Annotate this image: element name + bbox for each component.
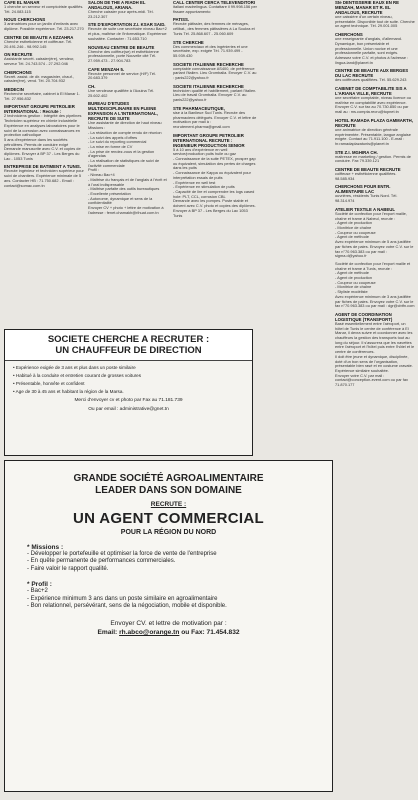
profil-heading: * Profil : <box>27 581 52 589</box>
classified-ad <box>88 101 168 215</box>
classified-ad <box>4 87 84 101</box>
classified-ad <box>88 45 168 64</box>
ad-text: - La mise en forme de CV <box>88 143 133 149</box>
classified-ad <box>335 167 415 181</box>
classified-ad <box>173 62 257 81</box>
classified-ad <box>335 86 415 115</box>
ad-text: Une vendeuse qualifiée à l'Aouina Tél. 25.602.402 <box>88 88 155 98</box>
classified-ad <box>4 17 84 31</box>
classified-ad <box>335 150 415 164</box>
ad-text: - La prise de rendez-vous et la gestion d'agendas <box>88 148 155 159</box>
company-heading <box>5 473 332 497</box>
profil-item: - Expérience minimum 3 ans dans un poste similaire en agroalimentaire <box>27 595 218 602</box>
ad-title: CALL CENTER CERCA TELEVENDITORI <box>173 0 256 5</box>
ad-title: SOCIETE ITALIENNE RECHERCHE <box>173 61 244 67</box>
chauffeur-ad <box>4 329 253 456</box>
recrute-label: RECRUTE : <box>150 501 187 508</box>
ad-text: technicien qualité et habillement, parlant l'italien. Lieu de travail Grombalia. Envoyer C.V. au yanis222@yahoo.fr <box>173 87 257 103</box>
ad-title: CAFE EL MANAR <box>4 0 40 5</box>
region-subtitle: POUR LA RÉGION DU NORD <box>120 529 217 536</box>
ad-text: - Niveau Bac+4 <box>88 172 115 178</box>
ad-text: - Excellente présentation <box>88 190 131 196</box>
profil-item: - Bac+2 <box>27 588 48 595</box>
ad-text: coiffeuse + esthéticienne qualifiées. 98.585.934 <box>335 171 397 181</box>
ad-title: CABINET DE COMPTABILITE SIS A L'ARIANA VILLE, RECRUTE <box>335 86 407 97</box>
company-heading-line-2: LEADER DANS SON DOMAINE <box>95 485 242 496</box>
ad-text: Des commerciaux et des ingénieries et une secrétaire, exp. exigée Tél. 71.939.499 - 55.939.430 <box>173 43 248 58</box>
ad-title: HOTEL RAMADA PLAZA GAMMARTH, RECRUTE <box>335 117 413 128</box>
ad-text: Recrute de suite une secrétaire niveau Bac+2 et plus, maîtrise de l'informatique. Expérience souhaitée. Contacter : 71.653.710 <box>88 26 167 41</box>
ad-title: SOCIETE ITALIENNE RECHERCHE <box>173 83 244 89</box>
ad-text: - Expérience en stimulation de puits <box>173 184 235 190</box>
ad-text: ouvrières, résidents Tunis Nord. Tél. 98.314.974 <box>335 193 398 204</box>
fax-label: ou Fax: <box>181 629 205 637</box>
ad-title: CENTRE DE BEAUTE AUX BERGES DU LAC RECRUTE <box>335 68 409 79</box>
chauffeur-ad-title <box>5 330 252 361</box>
ad-text: Recrute pâtissier, des femmes de ménages, célibat., des femmes pâtissières à La Soukra et Tunis Tél. 25.868.607 - 25.060.609 <box>173 21 255 36</box>
ad-text: Cherche caissier pour après-midi. Tél. 23.212.307 <box>88 9 154 19</box>
ad-text: Société de confection pour l'export maille et chaîne et trame à Tunis, recrute : <box>335 260 411 271</box>
column-4 <box>335 0 415 800</box>
ad-title: IMPORTANT GROUPE PETROLIER INTERNATIONAL RECRUTE : INGENIEUR PRODUCTION SENIOR <box>173 132 245 148</box>
ad-text: 2 techniciens gestion : Intégrité des pipelines <box>4 113 82 119</box>
classified-ad <box>335 68 415 83</box>
ad-text: des coiffeuses qualifiées. Tél. 55.629.243 <box>335 77 407 83</box>
ad-text: - Agent de production <box>335 220 372 226</box>
ad-text: - Agent de méthode <box>335 270 369 276</box>
apply-instructions: Envoyer CV. et lettre de motivation par : <box>110 620 227 628</box>
ad-title: SALON DE THE A RIADH EL ANDALOUS, ARIANA. <box>88 0 146 10</box>
fax-number: 71.454.832 <box>206 629 240 637</box>
ad-title: NOUS CHERCHONS <box>4 17 46 23</box>
chauffeur-email: Ou par email : administrative@gnet.tn <box>88 407 169 412</box>
classified-ad <box>88 22 168 41</box>
ad-title: CAFE MENZAH 5. <box>88 66 125 72</box>
ad-title: CENTRE DE BEAUTE A EZZAHRA <box>4 34 74 40</box>
ad-title: CHERCHONS POUR ENTR. ALIMENTAIRE LAC <box>335 184 391 195</box>
ad-title: PATISS. <box>173 17 190 23</box>
ad-text: - Maîtrise parfaite des outils bureautiques <box>88 186 160 192</box>
classified-ad <box>335 184 415 203</box>
classified-ad <box>335 32 415 65</box>
ad-title: CH. <box>88 84 96 90</box>
ad-text: italiani madrelingua. Contattare il 99.998.156 per fissare appuntamento <box>173 4 257 14</box>
ad-title: Ste DENTISSERIE EAUX EN RE MENZAH, MANAR ET R. EL ANDALOUS, RECRUTE <box>335 0 399 15</box>
ad-text: Cherche des coiffeur(se) et esthéticienne professionnelle, porte Nouvelle cité Tél. 27.959.473 - 27.904.783 <box>88 48 159 63</box>
mission-item: - En quête permanente de performances commerciales. <box>27 558 176 565</box>
ad-title: STE Z.I. MGHIRA CH. <box>335 149 378 155</box>
ad-title: ENTREPRISE DE BATIMENT A TUNIS. <box>4 164 81 170</box>
ad-title: ATELIER TEXTILE A NABEUL <box>335 206 395 212</box>
ad-text: une secrétaire comptable, niveau licence ou maîtrise en comptabilité avec expérience. Envoyer C.V. sur fax au 70.730.850 ou par mail au : ms.compta.recru@topnet.tn <box>335 95 411 115</box>
ad-text: - La réalisation de statistiques de suivi de l'activité commerciale <box>88 158 160 168</box>
classified-ad <box>173 84 257 103</box>
classified-ad <box>88 84 168 98</box>
ad-text: Cherche estheticienne et coiffeuse. Tél. 20.491.246 - 98.992.145 <box>4 38 73 49</box>
chauffeur-bullet: • Expérience exigée de 3 ans et plus dans un poste similaire <box>13 365 136 370</box>
ad-text: 5 ans d'expérience dans les sociétés pétrolières. Permis de conduire exigé <box>4 136 69 147</box>
column-1 <box>4 0 84 320</box>
ad-text: - Le suivi du reporting commercial <box>88 139 147 145</box>
ad-text: Technicien supérieur en chimie industrielle <box>4 118 78 124</box>
ad-text: - Agent de production <box>335 275 372 281</box>
chauffeur-title-line-2: UN CHAUFFEUR DE DIRECTION <box>55 345 202 356</box>
ad-text: - Capacité de lire et comprendre les logs cased hole: PLT, CCL, corrosion CBL <box>173 188 255 199</box>
ad-text: - Connaissance de Kappa ou équivalent pour interprétation essais de puits <box>173 170 251 180</box>
ad-text: - Expérience en well test <box>173 179 216 185</box>
ad-text: - Autonome, dynamique et sens de la confidentialité <box>88 195 153 206</box>
classified-ad <box>4 70 84 84</box>
classified-ad <box>173 17 257 36</box>
ad-title: AGENT DE COORDINATION LOGISTIQUE (TRANSPORT) <box>335 311 393 322</box>
ad-text: - Monitrice de chaîne <box>335 284 372 290</box>
profil-item: - Bon relationnel, persévérant, sens de la négociation, mobile et disponible. <box>27 603 227 610</box>
contact-line <box>5 629 332 636</box>
ad-text: Demande avec les pompes. Poste stable et doivent avec C.V. photo et copies des diplômes. Envoyer à BP 37 - Les Berges du Lac 1053 Tunis <box>173 198 256 218</box>
ad-text: maitresse en marketing / gestion. Permis de conduire. Fax 79.339.121 <box>335 153 411 164</box>
classified-ad <box>173 106 257 130</box>
ad-text: Recherche secrétaire, cabinet à El Manar 1. Tél. 27.956.832 <box>4 91 80 101</box>
classified-ad <box>173 0 257 14</box>
ad-text: Basé essentiellement entre l'aéroport, un hôtel de Tunis le centre de conférence à El Manar, il devra suivre et coordonner avec les chauffeurs la gestion des transports tout au long du séjour. Il s'assurera que les navettes entre l'aéroport et l'hôtel puis entre l'hôtel et le centre de conférences. <box>335 320 415 355</box>
agent-commercial-ad <box>4 460 333 792</box>
ad-text: Envoyer votre C.V. par mail : contact@conception-event.com ou par fax 71.870.177 <box>335 372 408 388</box>
classified-ad <box>335 0 415 29</box>
ad-text: Demande manuscrite avec C.V. et copies de diplômes. Envoyer à BP 37 - Les Berges du Lac - 1053 Tunis <box>4 146 81 161</box>
ad-text: - La rédaction de compte rendu de réunion <box>88 129 162 135</box>
ad-text: une enseignante d'anglais, d'allemand. Dynamique, bon présentable et professionnelle. Union novice et une professionnelle parfaite, sont exigés. Adressez votre C.V. et photos à l'adresse : lingua-land@planet.tn <box>335 36 409 65</box>
ad-text: Expérience en analyses laboratoires pour le suivi de la corrosion avec connaissances en protection cathodique <box>4 122 80 138</box>
ad-text: - Coupeur ou coupeuse <box>335 229 376 235</box>
ad-text: Secrét. assist. de dir. magasinier, chauf., caissier(ère), vend. Tél. 20.704.932 <box>4 73 74 84</box>
ad-text: une caissière d'un certain niveau, présentable. Disponible tout de suite. Cherche un agent technique. Tél. 29.001.005 <box>335 14 415 29</box>
ad-title: ON RECRUTE <box>4 52 33 58</box>
ad-title: STE PHARMACEUTIQUE, <box>173 105 225 111</box>
ad-text: Une assistante de direction de haut niveau <box>88 120 162 126</box>
classified-ad <box>4 52 84 66</box>
ad-text: Assistante secrét. caissier(ère), vendeur, serveur Tél. 24.743.574 - 27.292.046 <box>4 56 75 66</box>
ad-title: NOUVEAU CENTRE DE BEAUTE <box>88 44 155 50</box>
ad-text: une animatrice de direction générale expérimentée. Présentable, langue anglaise exigée. Contact au 71.911.100 - E-mail : hr.ramadaplazatunis@planet.tn <box>335 126 411 146</box>
classified-ad <box>335 118 415 147</box>
classified-ad <box>88 67 168 81</box>
ad-text: Avec expérience minimum de 5 ans justifiée par fiches de paies. Envoyez votre C.V. sur le fax n°70.963.383 ou par mail : sigma.d@yahoo.fr <box>335 239 414 259</box>
classified-ad <box>4 0 84 14</box>
classified-ad <box>173 40 257 59</box>
chauffeur-title-line-1: SOCIETE CHERCHE A RECRUTER : <box>47 334 210 345</box>
ad-title: STE CHERCHE <box>173 39 204 45</box>
email-label: Email: <box>97 629 118 637</box>
ad-text: - Styliste modéliste <box>335 289 368 295</box>
mission-item: - Faire valoir le rapport qualité. <box>27 565 109 572</box>
classified-ad <box>173 133 257 219</box>
ad-text: Expérience similaire souhaitée. <box>335 367 389 373</box>
ad-text: Recrute personnel de service (H/F) Tél. 20.683.379 <box>88 70 157 81</box>
classified-ad <box>88 0 168 19</box>
ad-text: 1 cherche un serveur et comptoiriste qualifiés. Tél. 24.083.115 <box>4 4 84 14</box>
chauffeur-ad-body <box>5 361 252 417</box>
ad-text: Missions : <box>88 125 106 131</box>
ad-text: - La suivi des appels d'offres <box>88 134 138 140</box>
ad-text: Envoyer CV + photo + lettre de motivation à l'adresse : fenet.chamakh@rihuat.com.tn <box>88 205 164 215</box>
missions-heading: * Missions : <box>27 544 64 551</box>
classified-ad <box>335 207 415 259</box>
ad-text: Avec expérience minimum de 3 ans justifiée par fiches de paies. Envoyez votre C.V. sur le fax n°70.963.383 ou par mail : dgr@cbtfn.com <box>335 293 415 309</box>
chauffeur-bullet: • Habitué à la conduite et entretien courant de grosses voitures <box>13 373 142 378</box>
chauffeur-bullet: • Age de 30 à 45 ans et habitant la région de la Marsa. <box>13 389 124 394</box>
ad-text: 3 animatrices pour un jardin d'enfants avec diplôme. Possible expérience. Tél. 23.217.270 <box>4 21 84 32</box>
ad-text: Il doit être jeune et dynamique, disciplinée, doté d'un bon sens de l'organisation, présentable bien rasé et en costume cravate. <box>335 353 413 369</box>
chauffeur-bullet: • Présentable, honnête et confident <box>13 381 85 386</box>
classified-ad <box>4 35 84 49</box>
ad-text: - Maîtrise du français et de l'anglais à l'écrit et à l'oral indispensable <box>88 176 167 187</box>
ad-text: Profil : <box>88 167 100 173</box>
classified-ad <box>4 164 84 188</box>
ad-text: Recrute ingénieur et technicien supérieur pour suivi de chantiers. Expérience minimale de 5 ans. Contacter HB : 71.750.682 - Email : contact@somac.com.tn <box>4 168 84 188</box>
ad-title: CENTRE DE BEAUTE RECRUTE <box>335 167 401 173</box>
classified-ad <box>335 262 415 309</box>
ad-text: - Coupeur ou coupeuse <box>335 279 376 285</box>
ad-title: STE D'EXPORTATION Z.I. KSAR SAID. <box>88 22 166 28</box>
ad-title: IMPORTANT GROUPE PETROLIER INTERNATIONAL : Recrute : <box>4 104 75 115</box>
ad-title: MEDECIN <box>4 87 24 93</box>
ad-text: Société de confection pour l'export maille, chaîne et trame à Nabeul, recrute : <box>335 210 407 221</box>
company-heading-line-1: GRANDE SOCIÉTÉ AGROALIMENTAIRE <box>73 473 264 484</box>
ad-text: - Monitrice de chaîne <box>335 224 372 230</box>
email-link[interactable]: rh.abco@orange.tn <box>119 629 180 637</box>
chauffeur-fax: Merci d'envoyer cv et photo par Fax au 71.181.739 <box>74 398 183 403</box>
classified-ad <box>4 104 84 161</box>
position-title: UN AGENT COMMERCIAL <box>73 510 264 527</box>
ad-text: comptable connaissance AS400, de préférence parlant l'italien. Lieu Grombalia. Envoyer C.V. au : yanis222@yahoo.fr <box>173 65 257 81</box>
ad-text: - Agent de méthode <box>335 234 369 240</box>
ad-title: BUREAU D'ETUDES MULTIDISCIPLINAIRE EN PLEINE EXPANSION A L'INTERNATIONAL, RECRUTE DE SUITE <box>88 101 158 122</box>
ad-title: CHERCHONS <box>335 32 363 38</box>
classified-ad <box>335 312 415 388</box>
ad-text: - Connaissance de la suite PETEX, prosper gap ou équivalent, simulation des pertes de charges dans les puits <box>173 156 256 171</box>
mission-item: - Développer le portefeuille et optimiser la force de vente de l'entreprise <box>27 551 217 557</box>
ad-title: CHERCHONS <box>4 69 32 75</box>
ad-text: 5 à 10 ans d'expérience en well service/production puits huile ou gaz <box>173 146 236 157</box>
ad-text: sise à la Banlieue Sud Tunis. Recrute des pharmaciens délégués. Envoyer C.V. et lettre de motivation par mail à : recrutement.pharma@gmail.com <box>173 109 257 129</box>
